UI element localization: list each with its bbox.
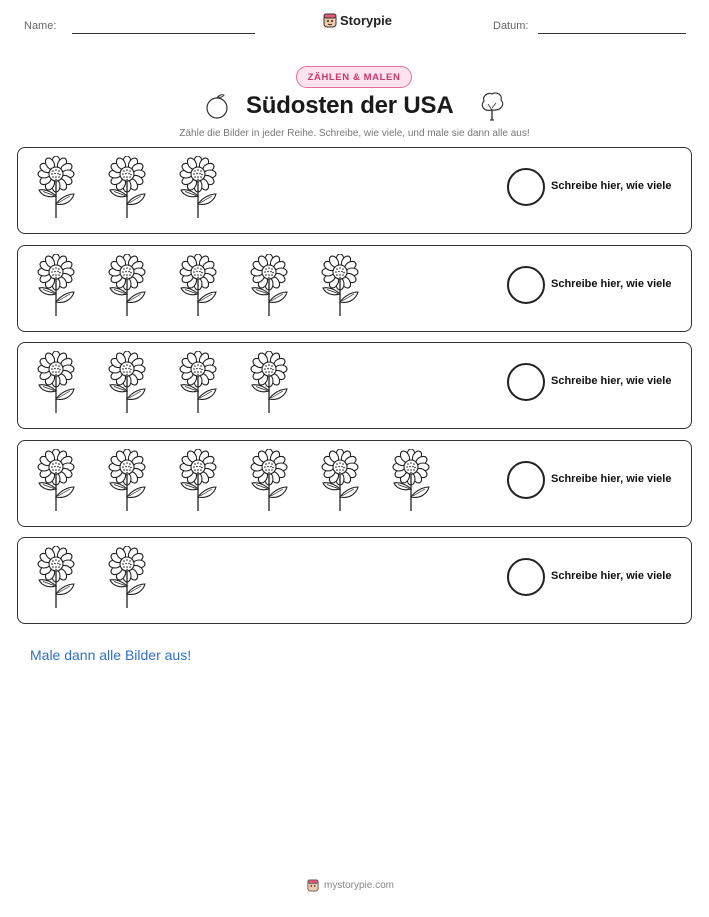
answer-label: Schreibe hier, wie viele <box>551 278 672 290</box>
instructions-text: Zähle die Bilder in jeder Reihe. Schreibe, wie viele, und male sie dann alle aus! <box>179 128 530 139</box>
sunflower-icon[interactable] <box>103 449 151 513</box>
peach-icon <box>203 92 231 120</box>
name-label: Name: <box>24 20 57 32</box>
footer-url: mystorypie.com <box>324 880 395 891</box>
brand-logo <box>323 13 392 28</box>
storypie-mascot-icon <box>323 13 337 28</box>
sunflower-icon[interactable] <box>32 351 80 415</box>
tree-icon <box>477 90 507 122</box>
sunflower-icon[interactable] <box>103 351 151 415</box>
sunflower-icon[interactable] <box>32 254 80 318</box>
answer-circle[interactable] <box>507 558 545 596</box>
sunflower-icon[interactable] <box>103 254 151 318</box>
brand-name: Storypie <box>340 13 393 28</box>
answer-circle[interactable] <box>507 363 545 401</box>
counting-row <box>17 342 692 429</box>
sunflower-icon[interactable] <box>174 254 222 318</box>
counting-row <box>17 147 692 234</box>
sunflower-icon[interactable] <box>32 449 80 513</box>
sunflower-icon[interactable] <box>316 254 364 318</box>
answer-label: Schreibe hier, wie viele <box>551 375 672 387</box>
counting-row <box>17 245 692 332</box>
sunflower-icon[interactable] <box>245 351 293 415</box>
footer <box>307 879 394 892</box>
sunflower-icon[interactable] <box>174 156 222 220</box>
answer-circle[interactable] <box>507 168 545 206</box>
sunflower-icon[interactable] <box>103 156 151 220</box>
storypie-mascot-icon <box>307 879 319 892</box>
answer-label: Schreibe hier, wie viele <box>551 180 672 192</box>
date-label: Datum: <box>493 20 529 32</box>
answer-circle[interactable] <box>507 461 545 499</box>
sunflower-icon[interactable] <box>174 449 222 513</box>
flower-group <box>32 156 222 220</box>
flower-group <box>32 254 364 318</box>
flower-group <box>32 351 293 415</box>
flower-group <box>32 546 151 610</box>
sunflower-icon[interactable] <box>316 449 364 513</box>
sunflower-icon[interactable] <box>103 546 151 610</box>
sunflower-icon[interactable] <box>245 449 293 513</box>
sunflower-icon[interactable] <box>245 254 293 318</box>
counting-row <box>17 537 692 624</box>
sunflower-icon[interactable] <box>32 546 80 610</box>
flower-group <box>32 449 435 513</box>
sunflower-icon[interactable] <box>32 156 80 220</box>
answer-label: Schreibe hier, wie viele <box>551 570 672 582</box>
date-line[interactable] <box>538 33 686 34</box>
sunflower-icon[interactable] <box>174 351 222 415</box>
category-badge: ZÄHLEN & MALEN <box>296 66 412 88</box>
name-line[interactable] <box>72 33 255 34</box>
answer-circle[interactable] <box>507 266 545 304</box>
counting-row <box>17 440 692 527</box>
sunflower-icon[interactable] <box>387 449 435 513</box>
color-instruction: Male dann alle Bilder aus! <box>30 647 192 663</box>
answer-label: Schreibe hier, wie viele <box>551 473 672 485</box>
page-title: Südosten der USA <box>246 92 454 119</box>
